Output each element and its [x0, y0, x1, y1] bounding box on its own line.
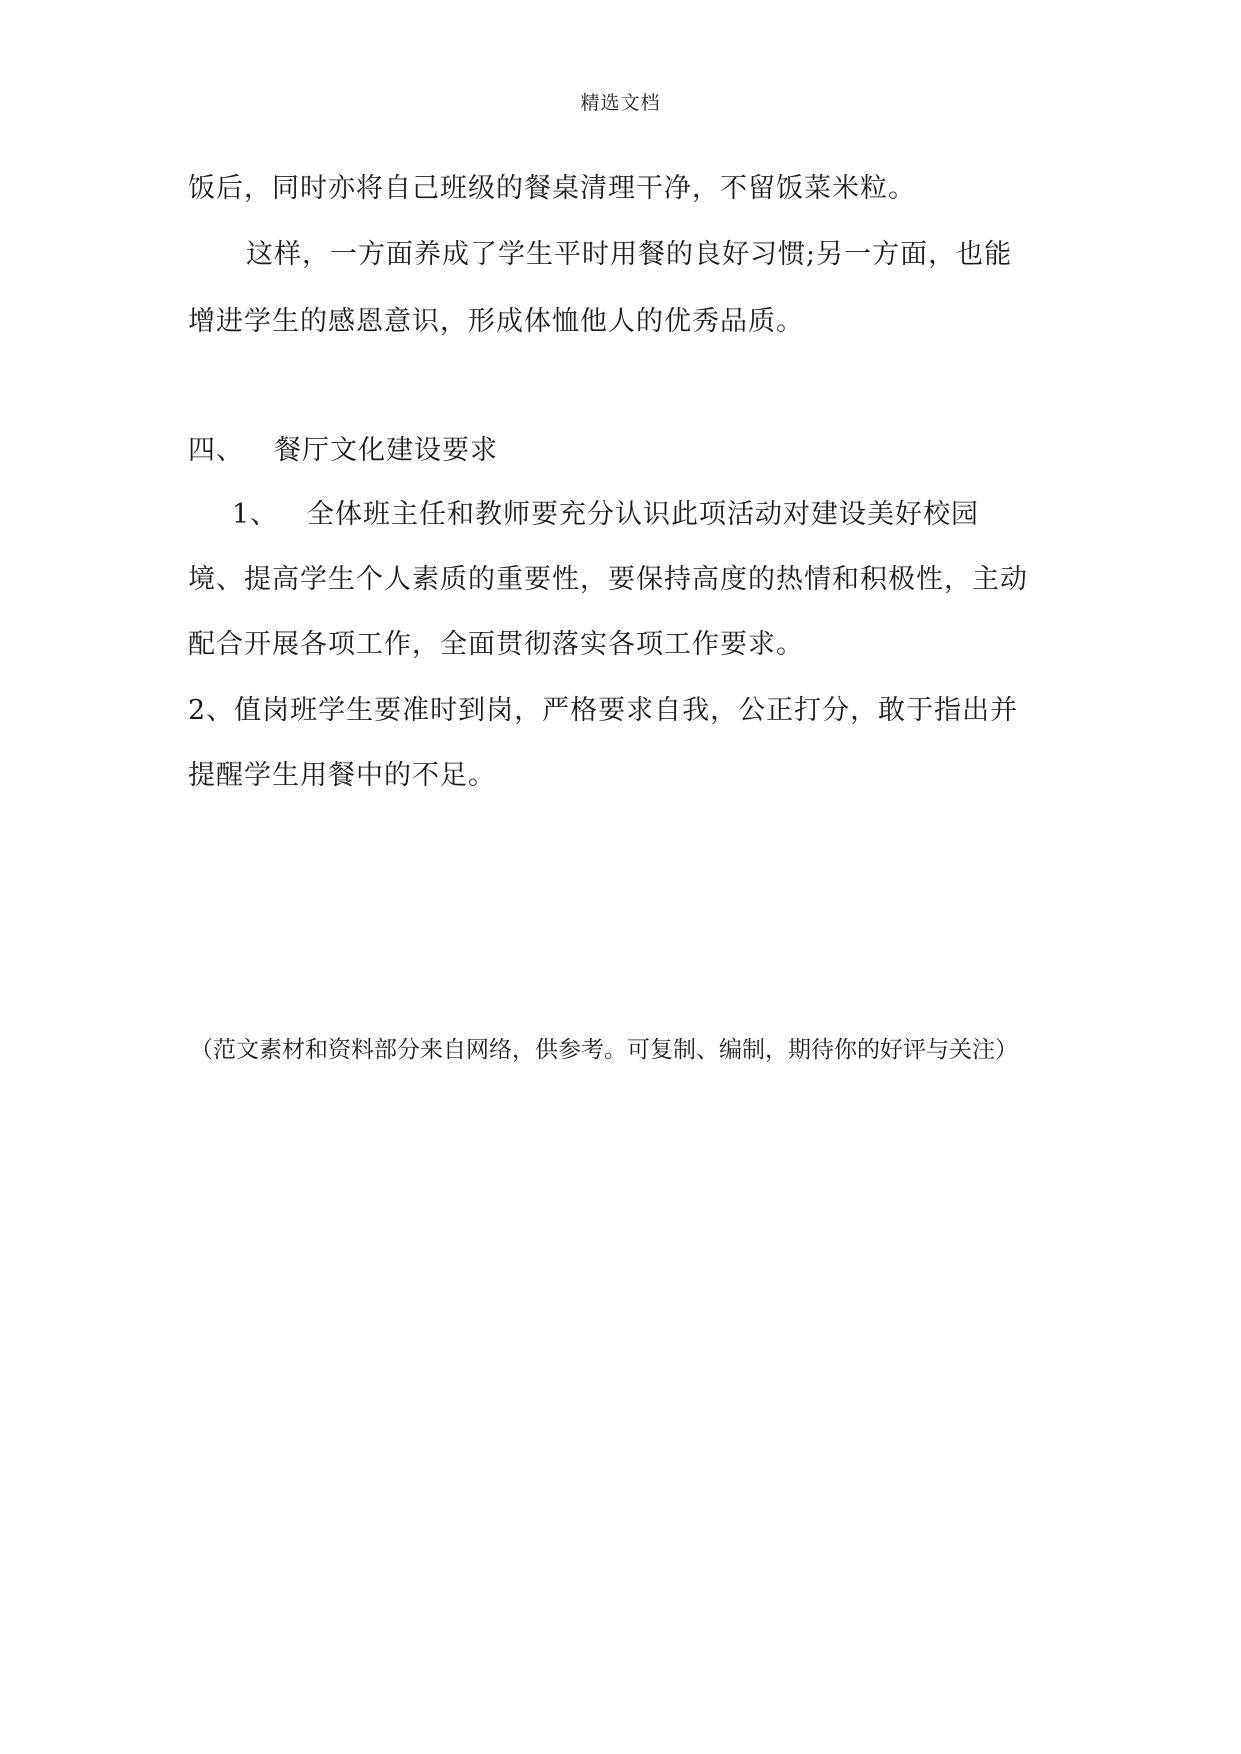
footer-note: （范文素材和资料部分来自网络，供参考。可复制、编制，期待你的好评与关注）: [190, 1037, 1018, 1063]
page-header: 精选文档: [580, 92, 661, 114]
list-item-text: 全体班主任和教师要充分认识此项活动对建设美好校园: [307, 499, 979, 530]
section-heading: [188, 428, 498, 467]
paragraph-line: 增进学生的感恩意识，形成体恤他人的优秀品质。: [188, 306, 804, 337]
list-item-1-line: 配合开展各项工作，全面贯彻落实各项工作要求。: [188, 629, 804, 660]
list-item-number: 1、: [232, 499, 279, 530]
list-item-2-line: 2、值岗班学生要准时到岗，严格要求自我，公正打分，敢于指出并: [188, 695, 1019, 726]
section-number: 四、: [188, 435, 244, 466]
list-item-1-line: 境、提高学生个人素质的重要性，要保持高度的热情和积极性，主动: [188, 564, 1028, 595]
list-item-1-first-line: [232, 492, 979, 531]
paragraph-line: 这样，一方面养成了学生平时用餐的良好习惯;另一方面，也能: [246, 239, 1013, 270]
paragraph-line: 饭后，同时亦将自己班级的餐桌清理干净，不留饭菜米粒。: [188, 173, 916, 204]
list-item-2-line: 提醒学生用餐中的不足。: [188, 760, 496, 791]
section-title: 餐厅文化建设要求: [274, 435, 498, 466]
